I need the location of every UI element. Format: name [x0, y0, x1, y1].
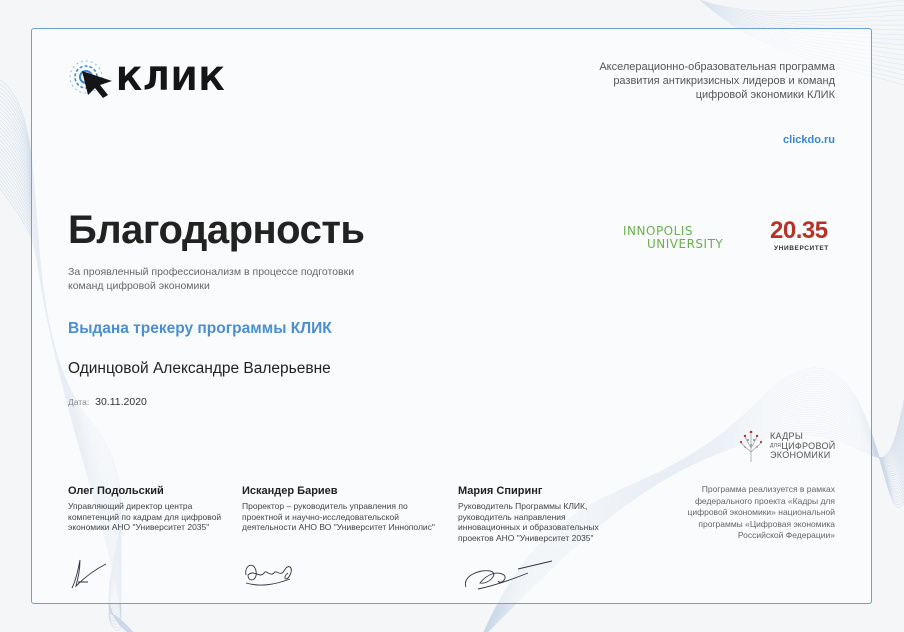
date-row: [68, 396, 147, 408]
federal-project-note: Программа реализуется в рамках федерального проекта «Кадры для цифровой экономики» национальной программы «Цифровая экономика Российской Федерации»: [687, 484, 835, 540]
date-value: 30.11.2020: [95, 396, 147, 408]
innopolis-university-logo: [623, 222, 743, 254]
issued-to-line: Выдана трекеру программы КЛИК: [68, 320, 332, 337]
klik-logo-text: КЛИК: [116, 60, 226, 98]
u2035-label: УНИВЕРСИТЕТ: [774, 245, 829, 252]
certificate-reason: За проявленный профессионализм в процессе подготовки команд цифровой экономики: [68, 266, 355, 292]
signature-bariev: [240, 553, 320, 593]
signer-name: Олег Подольский: [68, 485, 164, 497]
kadry-cifrovoy-ekonomiki-logo: [736, 428, 846, 464]
date-label: Дата:: [68, 397, 90, 407]
wave-line: [700, 0, 904, 12]
kadry-small: ДЛЯ: [770, 442, 782, 449]
klik-cursor-icon: [68, 57, 116, 101]
signer-name: Искандер Бариев: [242, 485, 338, 497]
kadry-tree-icon: [736, 428, 766, 462]
signature-podolsky: [66, 552, 146, 592]
signer-title: Управляющий директор центра компетенций по кадрам для цифровой экономики АНО "Университет 2035": [68, 501, 222, 532]
signer-name: Мария Спиринг: [458, 485, 543, 497]
innopolis-logo-line1: INNOPOLIS: [623, 224, 693, 238]
signer-title: Руководитель Программы КЛИК, руководитель направления инновационных и образовательных проектов АНО "Университет 2035": [458, 501, 599, 543]
kadry-line3: ЭКОНОМИКИ: [770, 450, 831, 460]
signer-podolsky: [68, 485, 243, 533]
signer-spiring: [458, 485, 628, 543]
kadry-line2: ЦИФРОВОЙ: [781, 440, 836, 451]
university-2035-logo: [770, 217, 840, 257]
wave-line: [700, 0, 904, 14]
recipient-name: Одинцовой Александре Валерьевне: [68, 360, 331, 377]
u2035-number: 20.35: [770, 217, 828, 244]
certificate-title: Благодарность: [68, 208, 365, 252]
program-description: Акселерационно-образовательная программа развития антикризисных лидеров и команд цифровой экономики КЛИК: [599, 61, 835, 101]
website-link[interactable]: clickdo.ru: [783, 134, 835, 146]
klik-logo: [68, 57, 248, 101]
signer-bariev: [242, 485, 437, 533]
innopolis-logo-line2: UNIVERSITY: [647, 237, 724, 251]
kadry-line1: КАДРЫ: [770, 431, 804, 441]
signer-title: Проректор – руководитель управления по проектной и научно-исследовательской деятельности АНО ВО "Университет Иннополис": [242, 501, 435, 532]
signature-spiring: [458, 555, 558, 595]
